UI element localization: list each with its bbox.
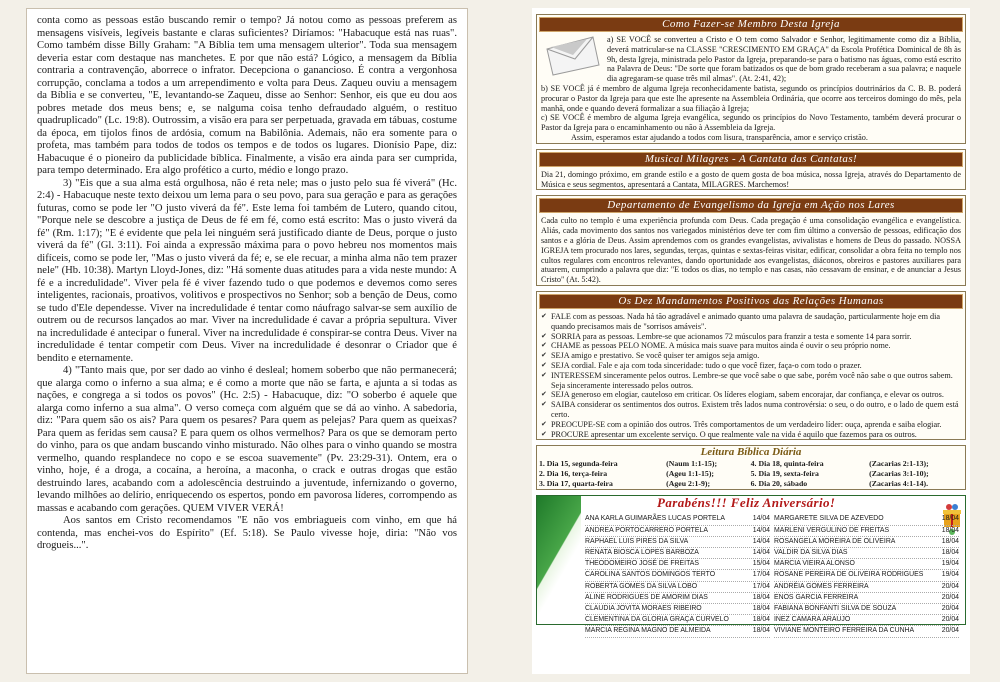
commandment-item: ✔ SEJA amigo e prestativo. Se você quiser ter amigos seja amigo. bbox=[541, 351, 961, 361]
list-item: RAPHAEL LUIS PIRES DA SILVA 14/04 bbox=[585, 537, 770, 548]
birthday-section bbox=[536, 495, 966, 635]
commandment-item: ✔ FALE com as pessoas. Nada há tão agradável e animado quanto uma palavra de saudação, particularmente hoje em dia quando precisamos mais de "sorrisos amáveis". bbox=[541, 312, 961, 332]
reading-ref: (Ageu 1:1-15); bbox=[666, 469, 715, 479]
list-item: ENOS GARCIA FERREIRA 20/04 bbox=[774, 593, 959, 604]
list-item: CAROLINA SANTOS DOMINGOS TERTO 17/04 bbox=[585, 570, 770, 581]
commandment-item: ✔ INTERESSEM sinceramente pelos outros. Lembre-se que você sabe o que sabe, porém você não sabe o que outros sabem. Seja sinceramente interessado pelos outros. bbox=[541, 371, 961, 391]
list-item: MARLENI VERGULINO DE FREITAS 18/04 bbox=[774, 526, 959, 537]
article-paragraph-4: Aos santos em Cristo recomendamos "E não vos embriagueis com vinho, em que há contenda, mas enchei-vos do Espírito" (Ef. 5:18). Se Paulo vivesse hoje, diria: "Não vos drogueis...". bbox=[37, 515, 457, 551]
commandment-item: ✔ SEJA generoso em elogiar, cauteloso em criticar. Os líderes elogiam, sabem encorajar, dar confiança, e elevar os outros. bbox=[541, 390, 961, 400]
left-page-article bbox=[26, 8, 468, 674]
reading-ref: (Naum 1:1-15); bbox=[666, 459, 718, 469]
right-page-bulletin bbox=[532, 8, 970, 674]
commandments-list bbox=[537, 312, 965, 439]
reading-ref: (Zacarias 3:1-10); bbox=[869, 469, 929, 479]
membership-item-c: c) SE VOCÊ é membro de alguma Igreja evangélica, segundo os princípios do Novo Testamento, também deverá procurar o Pastor da Igreja para o encaminhamento ou não à Assembleia da Igreja. bbox=[541, 113, 961, 133]
commandments-section bbox=[536, 291, 966, 440]
membership-section bbox=[536, 14, 966, 144]
list-item: ANA KARLA GUIMARÃES LUCAS PORTELA 14/04 bbox=[585, 514, 770, 525]
daily-reading-section bbox=[536, 445, 966, 490]
birthday-title: Parabéns!!! Feliz Aniversário! bbox=[657, 495, 836, 511]
musical-section bbox=[536, 149, 966, 191]
reading-day: 6. Dia 20, sábado bbox=[750, 479, 808, 489]
commandment-item: ✔ PREOCUPE-SE com a opinião dos outros. Três comportamentos de um verdadeiro líder: ouça, aprenda e saiba elogiar. bbox=[541, 420, 961, 430]
list-item: THEODOMEIRO JOSÉ DE FREITAS 15/04 bbox=[585, 559, 770, 570]
list-item: INEZ CAMARA ARAUJO 20/04 bbox=[774, 615, 959, 626]
membership-item-b: b) SE VOCÊ já é membro de alguma Igreja reconhecidamente batista, segundo os princípios doutrinários da C. B. B. poderá procurar o Pastor da Igreja para que este lhe apresente na Assembleia Ordinária, que ocorre aos terceiros domingo do mês, pela manhã, onde e quando deverá formalizar a sua filiação à Igreja; bbox=[541, 83, 961, 113]
commandment-item: ✔ PROCURE apresentar um excelente serviço. O que realmente vale na vida é aquilo que fazemos para os outros. bbox=[541, 430, 961, 440]
musical-title: Musical Milagres - A Cantata das Cantatas! bbox=[539, 152, 963, 167]
list-item: ROSANGELA MOREIRA DE OLIVEIRA 18/04 bbox=[774, 537, 959, 548]
list-item: ROSANE PEREIRA DE OLIVEIRA RODRIGUES 19/04 bbox=[774, 570, 959, 581]
evangelism-title: Departamento de Evangelismo da Igreja em Ação nos Lares bbox=[539, 198, 963, 213]
list-item: ANDRÉIA GOMES FERREIRA 20/04 bbox=[774, 582, 959, 593]
list-item: FABIANA BONFANTI SILVA DE SOUZA 20/04 bbox=[774, 604, 959, 615]
list-item: MARGARETE SILVA DE AZEVEDO 18/04 bbox=[774, 514, 959, 525]
commandments-title: Os Dez Mandamentos Positivos das Relações Humanas bbox=[539, 294, 963, 309]
article-paragraph-1: conta como as pessoas estão buscando remir o tempo? Já notou como as pessoas preferem as mensagens visíveis, legíveis bastante e claras suficientes? Diríamos: "Habacuque está nas ruas". Como também disse Billy Graham: "A Bíblia tem uma mensagem ulterior". Toda sua mensagem deveria estar com destaque nas manchetes. E por que não está? Lógico, a mensagem da Bíblia contraria a contravenção, aborrece o infrator. Decepciona o ganancioso. É contra a vergonhosa corrupção, conclama a todos a um arrependimento e volta para Deus. Zaqueu ouviu a mensagem da Bíblia e se converteu, "E, levantando-se Zaqueu, disse ao Senhor: Senhor, eis que eu dou aos pobres metade dos meus bens; e, se nalguma coisa tenho defraudado alguém, o restituo quadruplicado" (Lc. 19:8). Outrossim, a visão era para ser perpetuada, gravada em tábuas, costume da época, em tijolos finos de ardósia, comum na Babilônia. Ademais, não era somente para o profeta, mas também para todos de todos os tempos e de todos os lugares. Dionísio Pape, diz: Habacuque é o pioneiro da publicidade bíblica. Finalmente, a visão era ainda para ser cumprida, para tempo determinado. Era algo profético a curto, médio e longo prazo. bbox=[37, 15, 457, 176]
reading-day: 3. Dia 17, quarta-feira bbox=[539, 479, 613, 489]
envelope-icon bbox=[543, 35, 603, 77]
list-item: VIVIANE MONTEIRO FERREIRA DA CUNHA 20/04 bbox=[774, 626, 959, 637]
commandment-item: ✔ SEJA cordial. Fale e aja com toda sinceridade: tudo o que você fizer, faça-o com todo o prazer. bbox=[541, 361, 961, 371]
reading-day: 5. Dia 19, sexta-feira bbox=[750, 469, 819, 479]
birthday-list-left bbox=[585, 514, 770, 637]
evangelism-section bbox=[536, 195, 966, 286]
daily-reading-table bbox=[537, 459, 965, 489]
list-item: ALINE RODRIGUES DE AMORIM DIAS 18/04 bbox=[585, 593, 770, 604]
article-paragraph-2: 3) "Eis que a sua alma está orgulhosa, não é reta nele; mas o justo pelo sua fé viverá" (Hc. 2:4) - Habacuque neste texto deixou um lema para o seu povo, para sua geração e para as gerações futuras, como se pode ler "O justo viverá da fé". Este lema foi também de Lutero, quando citou, "Porque nele se descobre a justiça de Deus de fé em fé, como está escrito: Mas o justo viverá da fé" (Rm. 1:17); "E é evidente que pela lei ninguém será justificado diante de Deus, porque o justo viverá da fé" (Gl. 3:11). Foi ainda a expressão máxima para o povo hebreu nos momentos mais difíceis, como se pode ler, "Mas o justo viverá da fé; e, se ele recuar, a minha alma não tem prazer nele" (Hb. 10:38). Martyn Lloyd-Jones, diz: "Há somente duas atitudes para a vida neste mundo: A fé e a incredulidade". Viver pela fé é viver fazendo tudo o que podemos e devemos como seres inteligentes, racionais, proativos, volitivos e prospectivos no Senhor; sob a benção de Deus, como se tudo d'Ele dependesse. Viver na incredulidade é tentar como náufrago salvar-se sem auxílio de outrem ou de recursos lançados ao mar. Viver na incredulidade é cavar a própria sepultura. Viver na incredulidade é antecipar o funeral. Viver na incredulidade é conspirar-se contra Deus. Viver na incredulidade é tentar competir com Deus. Viver na incredulidade é desonrar o Criador que é bendito e eternamente. bbox=[37, 177, 457, 364]
birthday-list-right bbox=[774, 514, 959, 637]
table-row bbox=[537, 469, 965, 479]
article-paragraph-3: 4) "Tanto mais que, por ser dado ao vinho é desleal; homem soberbo que não permanecerá; que alarga como o inferno a sua alma; e é como a morte que não se farta, e ajunta a si todas as nações, e congrega a si todos os povos" (Hc. 2:5) - Habacuque, diz: "O soberbo é aquele que alarga como inferno a sua alma". O verso começa com alguém que se dá ao vinho. A sabedoria, diz: "Para quem são os ais? Para quem os pesares? Para quem as pelejas? Para quem as queixas? Para quem as feridas sem causa? E para quem os olhos vermelhos? Para os que se demoram perto do vinho, para os que andam buscando vinho misturado. Não olhes para o vinho quando se mostra vermelho, quando resplandece no copo e se escoa suavemente" (Pv. 23:29-31). Ontem, era o vinho, hoje, é a droga, a cocaína, a heroína, a maconha, o crack e outras drogas que estão destruindo lares, acabando com a adolescência destruindo a juventude, infernizando o governo, levando milhões ao delírio, enriquecendo os espertos, pondo em pavorosa líderes, corrompendo as massas e acabando com gerações. QUEM VIVER VERÁ! bbox=[37, 365, 457, 514]
list-item: VALDIR DA SILVA DIAS 18/04 bbox=[774, 548, 959, 559]
reading-day: 4. Dia 18, quinta-feira bbox=[750, 459, 824, 469]
list-item: CLEMENTINA DA GLORIA GRAÇA CURVELO 18/04 bbox=[585, 615, 770, 626]
reading-day: 2. Dia 16, terça-feira bbox=[539, 469, 608, 479]
reading-ref: (Zacarias 4:1-14). bbox=[869, 479, 929, 489]
reading-ref: (Zacarias 2:1-13); bbox=[869, 459, 929, 469]
list-item: MARCIA REGINA MAGNO DE ALMEIDA 18/04 bbox=[585, 626, 770, 637]
daily-reading-title: Leitura Bíblica Diária bbox=[700, 446, 802, 459]
table-row bbox=[537, 479, 965, 489]
membership-closing: Assim, esperamos estar ajudando a todos com lisura, transparência, amor e serviço cristão. bbox=[571, 132, 868, 142]
commandment-item: ✔ SAIBA considerar os sentimentos dos outros. Existem três lados numa controvérsia: o seu, o do outro, e o lado de quem está certo. bbox=[541, 400, 961, 420]
commandment-item: ✔ CHAME as pessoas PELO NOME. A música mais suave para muitos ainda é ouvir o seu próprio nome. bbox=[541, 341, 961, 351]
membership-title: Como Fazer-se Membro Desta Igreja bbox=[539, 17, 963, 32]
list-item: MARCIA VIEIRA ALONSO 19/04 bbox=[774, 559, 959, 570]
list-item: ROBERTA GOMES DA SILVA LOBO 17/04 bbox=[585, 582, 770, 593]
table-row bbox=[537, 459, 965, 469]
musical-text: Dia 21, domingo próximo, em grande estilo e a gosto de quem gosta de boa música, nossa Igreja, através do Departamento de Música e seus segmentos, apresentará a Cantata, MILAGRES. Marchemos! bbox=[541, 169, 961, 189]
evangelism-text: Cada culto no templo é uma experiência profunda com Deus. Cada pregação é uma consolidação evangélica e evangelística. Aliás, cada movimento dos santos nos variegados ministérios deve ter com fim último a conversão de pessoas, edificação dos santos e a glória de Deus. Assim aprendemos com os grandes evangelistas, avivalistas e homens de Deus do passado. NOSSA IGREJA tem procurado nos lares, segundas, terças, quintas e sextas-feiras visitar, edificar, consolidar a obra feita no templo nos cultos regulares com encontros relevantes, dando oportunidade aos evangelistas, diáconos, obreiros e pastores auxiliares para atuarem, cumprindo a palavra que diz: "E todos os dias, no templo e nas casas, não cessavam de ensinar, e de anunciar a Jesus Cristo" (At. 5:42). bbox=[541, 216, 961, 285]
membership-item-a: a) SE VOCÊ se converteu a Cristo e O tem como Salvador e Senhor, legitimamente como diz a Bíblia, deverá matricular-se na CLASSE "CRESCIMENTO EM GRAÇA" da Escola Profética Dominical de 8h às 9h, desta Igreja, ministrada pelo Pastor da Igreja, preparando-se para o batismo nas águas, como está escrito na Palavra de Deus: "De sorte que foram batizados os que de bom grado receberam a sua palavra; e naquele dia agregaram-se quase três mil almas". (At. 2:41, 42); bbox=[607, 35, 961, 84]
reading-ref: (Ageu 2:1-9); bbox=[666, 479, 711, 489]
list-item: RENATA BIOSCA LOPES BARBOZA 14/04 bbox=[585, 548, 770, 559]
green-swoosh-decoration bbox=[537, 496, 581, 624]
reading-day: 1. Dia 15, segunda-feira bbox=[539, 459, 618, 469]
list-item: CLAUDIA JOVITA MORAES RIBEIRO 18/04 bbox=[585, 604, 770, 615]
list-item: ANDREA PORTOCARRERO PORTELA 14/04 bbox=[585, 526, 770, 537]
commandment-item: ✔ SORRIA para as pessoas. Lembre-se que acionamos 72 músculos para franzir a testa e somente 14 para sorrir. bbox=[541, 332, 961, 342]
